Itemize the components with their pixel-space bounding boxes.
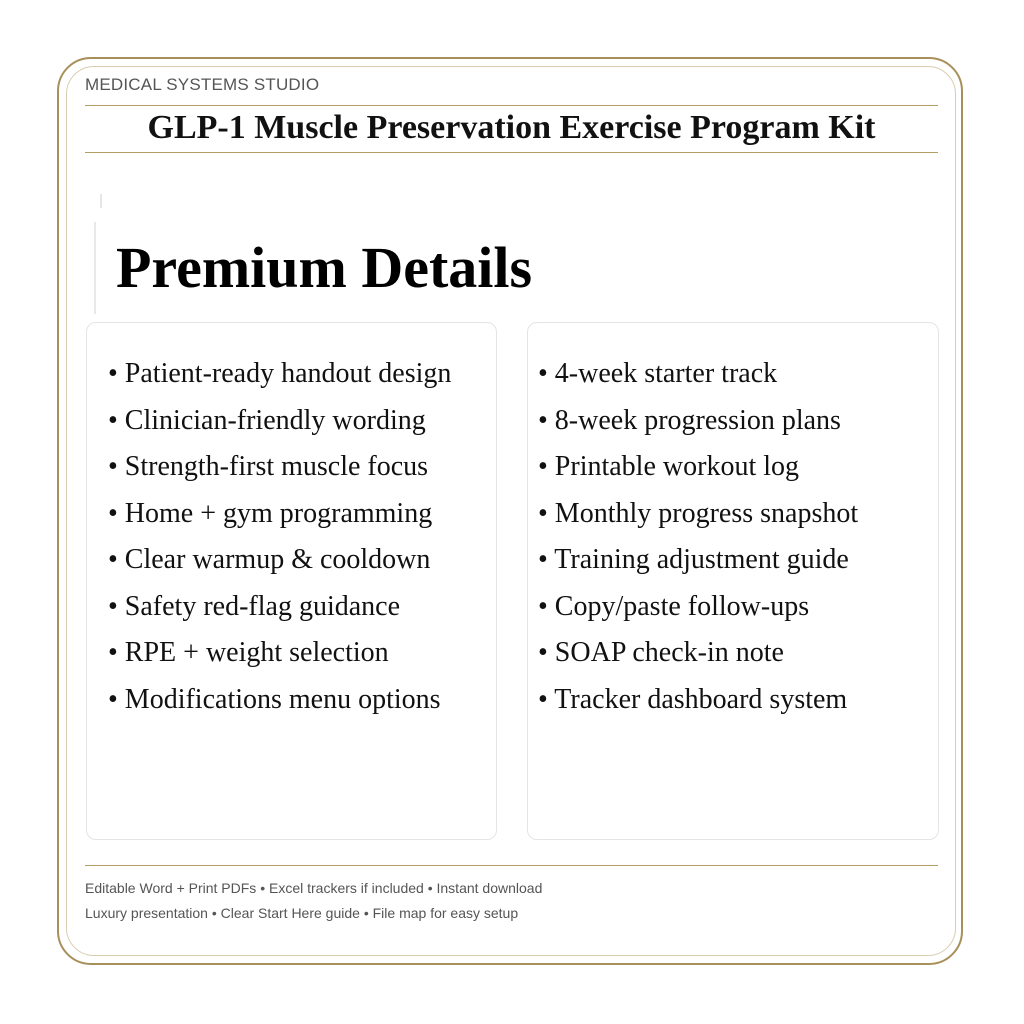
list-item: • Clear warmup & cooldown	[108, 544, 431, 575]
brand-label: MEDICAL SYSTEMS STUDIO	[85, 75, 320, 94]
list-item: • Copy/paste follow-ups	[538, 590, 810, 622]
list-item: • Clinician-friendly wording	[108, 404, 426, 436]
list-item: • Printable workout log	[538, 451, 799, 482]
list-item: • Strength-first muscle focus	[108, 451, 429, 482]
footer-line-2: Luxury presentation • Clear Start Here guide • File map for easy setup	[85, 905, 519, 921]
list-item: • Training adjustment guide	[538, 544, 849, 575]
list-item: • RPE + weight selection	[108, 637, 389, 668]
title-divider	[85, 152, 938, 153]
footer-divider	[85, 865, 938, 866]
heading-accent-mark	[100, 194, 102, 208]
feature-list-right	[538, 351, 858, 723]
heading-accent-bar	[94, 222, 96, 314]
list-item: • Modifications menu options	[108, 683, 441, 715]
list-item: • 4-week starter track	[538, 358, 778, 389]
list-item: • Patient-ready handout design	[108, 358, 452, 389]
list-item: • Tracker dashboard system	[538, 683, 848, 715]
list-item: • Safety red-flag guidance	[108, 590, 401, 622]
footer-line-1: Editable Word + Print PDFs • Excel trackers if included • Instant download	[85, 880, 543, 896]
list-item: • 8-week progression plans	[538, 404, 841, 436]
list-item: • Home + gym programming	[108, 497, 433, 529]
feature-list-left	[108, 351, 451, 723]
list-item: • SOAP check-in note	[538, 637, 784, 668]
kit-title: GLP-1 Muscle Preservation Exercise Program Kit	[147, 109, 876, 146]
section-heading: Premium Details	[116, 235, 533, 300]
top-divider	[85, 105, 938, 106]
list-item: • Monthly progress snapshot	[538, 497, 859, 529]
